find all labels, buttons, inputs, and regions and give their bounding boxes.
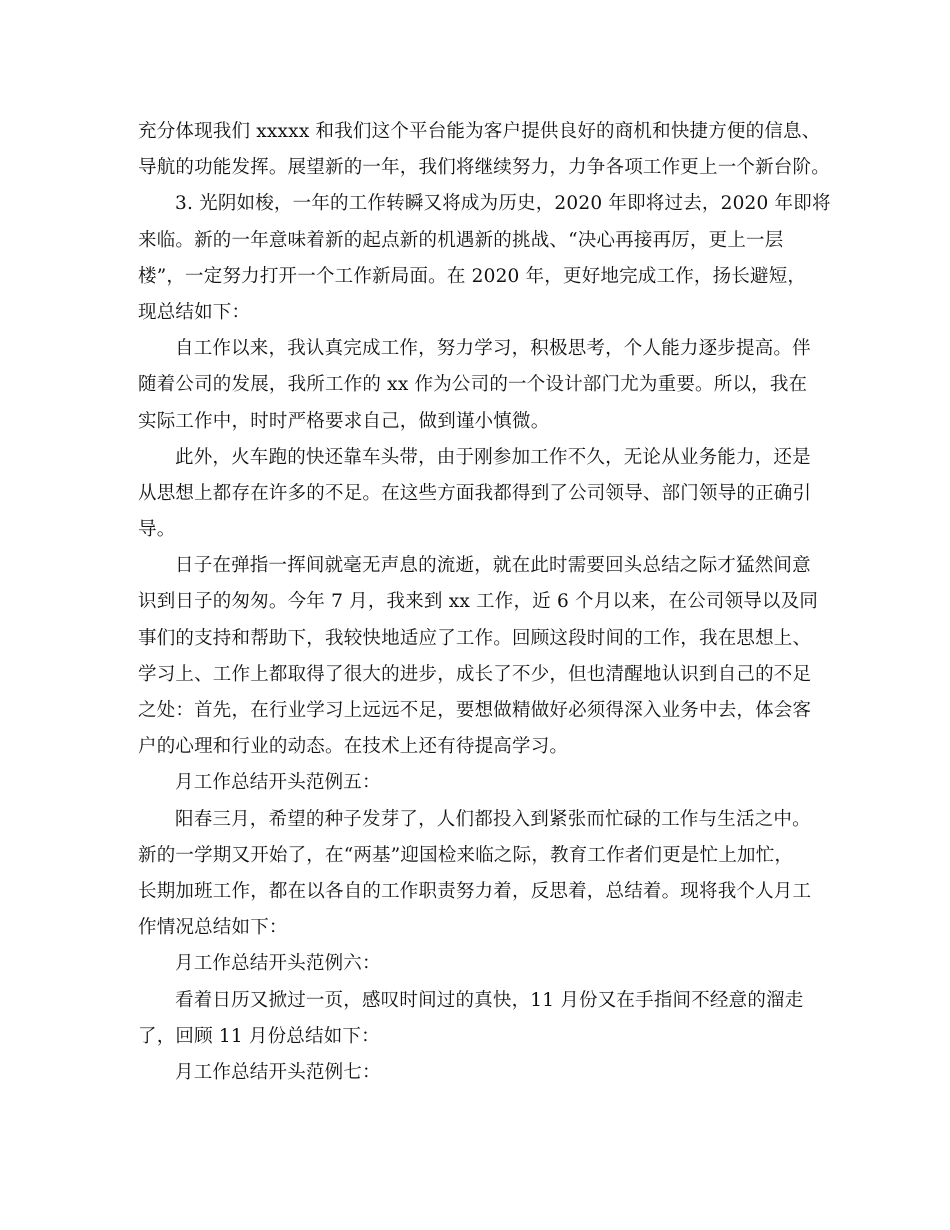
text-line: 导航的功能发挥。展望新的一年，我们将继续努力，力争各项工作更上一个新台阶。 xyxy=(138,157,830,179)
text-line: 自工作以来，我认真完成工作，努力学习，积极思考，个人能力逐步提高。伴 xyxy=(175,338,811,360)
text-line: 作情况总结如下： xyxy=(138,917,288,939)
text-line: 月工作总结开头范例五： xyxy=(175,772,381,794)
text-line: 事们的支持和帮助下，我较快地适应了工作。回顾这段时间的工作，我在思想上、 xyxy=(138,627,812,649)
text-line: 充分体现我们 xxxxx 和我们这个平台能为客户提供良好的商机和快捷方便的信息、 xyxy=(138,121,821,142)
text-line: 此外，火车跑的快还靠车头带，由于刚参加工作不久，无论从业务能力，还是 xyxy=(175,446,811,468)
text-line: 月工作总结开头范例七： xyxy=(175,1061,381,1083)
text-line: 长期加班工作，都在以各自的工作职责努力着，反思着，总结着。现将我个人月工 xyxy=(138,880,812,902)
text-line: 识到日子的匆匆。今年 7 月，我来到 xx 工作，近 6 个月以来，在公司领导以及同 xyxy=(138,591,819,613)
text-line: 日子在弹指一挥间就毫无声息的流逝，就在此时需要回头总结之际才猛然间意 xyxy=(175,555,811,577)
text-line: 楼”，一定努力打开一个工作新局面。在 2020 年，更好地完成工作，扬长避短， xyxy=(138,265,807,287)
text-line: 导。 xyxy=(138,519,176,541)
text-line: 阳春三月，希望的种子发芽了，人们都投入到紧张而忙碌的工作与生活之中。 xyxy=(175,808,811,830)
text-line: 实际工作中，时时严格要求自己，做到谨小慎微。 xyxy=(138,410,550,432)
text-line: 现总结如下： xyxy=(138,301,251,323)
text-line: 了，回顾 11 月份总结如下： xyxy=(138,1025,380,1047)
text-line: 学习上、工作上都取得了很大的进步，成长了不少，但也清醒地认识到自己的不足 xyxy=(138,663,812,685)
text-line: 随着公司的发展，我所工作的 xx 作为公司的一个设计部门尤为重要。所以，我在 xyxy=(138,374,808,396)
document-page xyxy=(138,114,831,1091)
text-line: 看着日历又掀过一页，感叹时间过的真快，11 月份又在手指间不经意的溜走 xyxy=(175,989,804,1011)
text-line: 月工作总结开头范例六： xyxy=(175,953,381,975)
text-line: 来临。新的一年意味着新的起点新的机遇新的挑战、“决心再接再厉，更上一层 xyxy=(138,229,784,251)
text-line: 新的一学期又开始了，在“两基”迎国检来临之际，教育工作者们更是忙上加忙， xyxy=(138,844,794,866)
text-line: 之处：首先，在行业学习上远远不足，要想做精做好必须得深入业务中去，体会客 xyxy=(138,700,812,721)
text-line: 户的心理和行业的动态。在技术上还有待提高学习。 xyxy=(138,736,569,758)
text-line: 3. 光阴如梭，一年的工作转瞬又将成为历史，2020 年即将过去，2020 年即将 xyxy=(175,193,831,215)
text-line: 从思想上都存在许多的不足。在这些方面我都得到了公司领导、部门领导的正确引 xyxy=(138,482,812,504)
